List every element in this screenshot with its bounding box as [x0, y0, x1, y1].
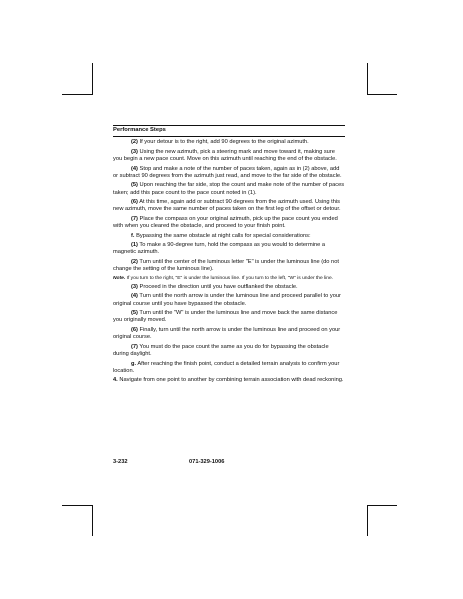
- step-text: You must do the pace count the same as you do for bypassing the obstacle during daylight.: [113, 343, 329, 358]
- step-paragraph: [113, 310, 345, 325]
- step-text: Upon reaching the far side, stop the count and make note of the number of paces taken; add this pace count to the pace count noted in (1).: [113, 182, 345, 196]
- step-text: Using the new azimuth, pick a steering mark and move toward it, making sure you begin a new pace count. Move on this azimuth until reaching the end of the obstacle.: [113, 148, 337, 163]
- step-paragraph: [113, 377, 345, 384]
- note-label: Note.: [113, 275, 126, 281]
- crop-mark-bottom-right-horizontal: [367, 505, 397, 506]
- crop-mark-top-right-vertical: [367, 63, 368, 95]
- step-text: Navigate from one point to another by combining terrain association with dead reckoning.: [117, 377, 344, 384]
- step-paragraph: [113, 344, 345, 359]
- step-number: (5): [131, 310, 138, 317]
- step-paragraph: [113, 139, 345, 146]
- page-number: 3-232: [113, 459, 128, 465]
- step-number: 4.: [113, 377, 118, 384]
- step-paragraph: [113, 149, 345, 164]
- step-number: g.: [131, 360, 137, 367]
- crop-mark-top-right-horizontal: [367, 94, 397, 95]
- crop-mark-bottom-left-horizontal: [62, 505, 92, 506]
- note-text: If you turn to the right, "E" is under the luminous line. If you turn to the left, "W" is under the line.: [125, 275, 334, 281]
- step-text: After reaching the finish point, conduct a detailed terrain analysis to confirm your location.: [113, 360, 340, 374]
- step-number: (4): [131, 165, 138, 172]
- step-number: (2): [131, 139, 138, 146]
- step-paragraph: [113, 233, 345, 240]
- step-text: Turn until the "W" is under the luminous line and move back the same distance you originally moved.: [113, 310, 338, 324]
- section-heading: Performance Steps: [113, 127, 166, 133]
- step-paragraph: [113, 216, 345, 231]
- step-number: (2): [131, 258, 138, 265]
- step-number: (5): [131, 182, 138, 189]
- step-text: To make a 90-degree turn, hold the compass as you would to determine a magnetic azimuth.: [113, 242, 326, 256]
- step-text: Turn until the center of the luminous letter "E" is under the luminous line (do not change the setting of the luminous line).: [113, 258, 339, 273]
- step-number: (3): [131, 148, 138, 155]
- note-paragraph: [113, 276, 345, 282]
- step-number: (6): [131, 199, 138, 206]
- document-number: 071-329-1006: [189, 459, 225, 465]
- step-paragraph: [113, 166, 345, 181]
- step-paragraph: [113, 242, 345, 257]
- step-number: (4): [131, 293, 138, 300]
- step-number: (3): [131, 283, 138, 290]
- step-paragraph: [113, 182, 345, 197]
- step-number: (6): [131, 326, 138, 333]
- step-text: Finally, turn until the north arrow is under the luminous line and proceed on your original course.: [113, 326, 341, 341]
- crop-mark-bottom-right-vertical: [367, 505, 368, 536]
- step-text: Turn until the north arrow is under the luminous line and proceed parallel to your original course until you have bypassed the obstacle.: [113, 293, 341, 307]
- crop-mark-top-left-horizontal: [62, 94, 92, 95]
- document-page: [113, 125, 345, 387]
- step-paragraph: [113, 361, 345, 376]
- step-text: Bypassing the same obstacle at night calls for special considerations:: [134, 232, 311, 239]
- step-number: (1): [131, 242, 138, 249]
- step-text: Place the compass on your original azimuth, pick up the pace count you ended with when you cleared the obstacle, and proceed to your finish point.: [113, 215, 338, 230]
- step-text: At this time, again add or subtract 90 degrees from the azimuth used. Using this new azimuth, move the same number of paces taken on the first leg of the offset or detour.: [113, 199, 341, 213]
- step-text: Stop and make a note of the number of paces taken, again as in (2) above, add or subtract 90 degrees from the azimuth just read, and move to the far side of the obstacle.: [113, 165, 342, 179]
- step-paragraph: [113, 327, 345, 342]
- step-paragraph: [113, 293, 345, 308]
- step-number: (7): [131, 215, 138, 222]
- crop-mark-top-left-vertical: [92, 63, 93, 95]
- step-text: If your detour is to the right, add 90 degrees to the original azimuth.: [137, 139, 309, 146]
- step-paragraph: [113, 284, 345, 291]
- step-number: f.: [131, 232, 135, 239]
- heading-rule: [113, 136, 345, 137]
- step-number: (7): [131, 343, 138, 350]
- step-text: Proceed in the direction until you have outflanked the obstacle.: [137, 283, 298, 290]
- step-paragraph: [113, 259, 345, 274]
- step-paragraph: [113, 199, 345, 214]
- crop-mark-bottom-left-vertical: [92, 505, 93, 536]
